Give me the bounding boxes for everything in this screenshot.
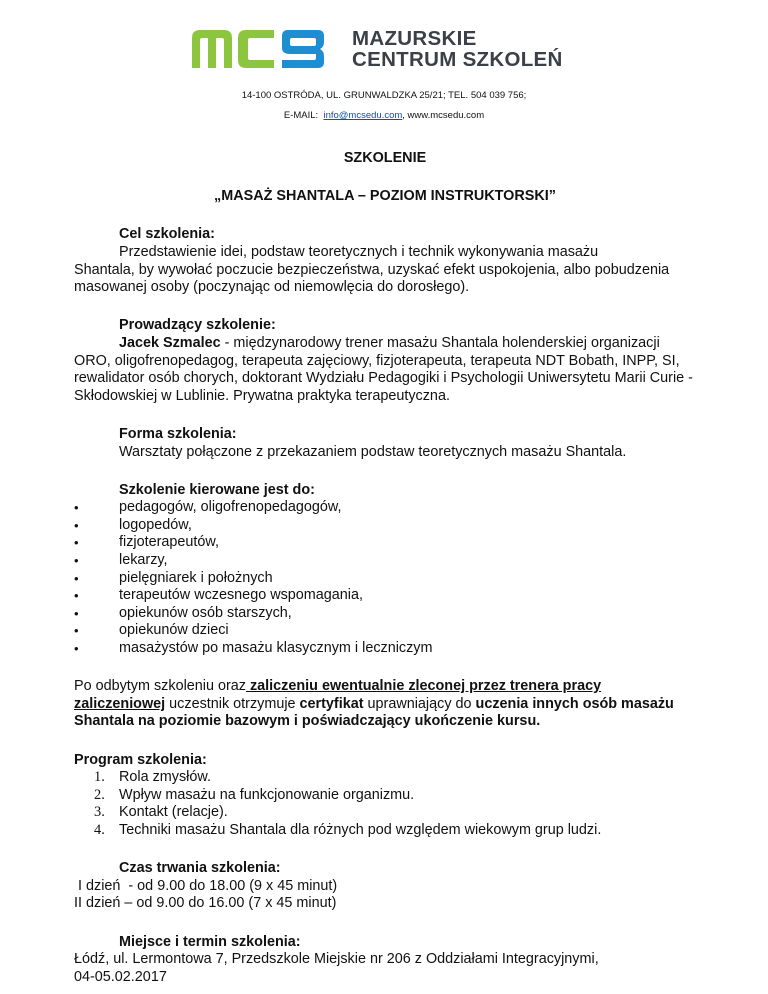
czas-heading: Czas trwania szkolenia: <box>119 860 281 877</box>
forma-text: Warsztaty połączone z przekazaniem podstaw teoretycznych masażu Shantala. <box>119 443 627 460</box>
list-item: • logopedów, <box>74 516 192 533</box>
doc-kind: SZKOLENIE <box>343 150 427 166</box>
miejsce-place: Łódź, ul. Lermontowa 7, Przedszkole Miejskie nr 206 z Oddziałami Integracyjnymi, <box>74 951 599 968</box>
letterhead <box>0 24 768 124</box>
brand-line-1: MAZURSKIE <box>352 27 477 50</box>
training-title: „MASAŻ SHANTALA – POZIOM INSTRUKTORSKI” <box>214 188 556 205</box>
list-item: • lekarzy, <box>74 552 168 569</box>
cel-text-rest: Shantala, by wywołać poczucie bezpieczeństwa, uzyskać efekt uspokojenia, albo pobudzenia masowanej osoby (poczynając od niemowlęcia do dorosłego). <box>74 261 670 296</box>
contact-line <box>0 110 768 121</box>
list-item: 1. Rola zmysłów. <box>94 769 211 786</box>
list-item: 4. Techniki masażu Shantala dla różnych pod względem wiekowym grup ludzi. <box>94 821 602 838</box>
list-item: • opiekunów dzieci <box>74 622 229 639</box>
bullet-icon: • <box>74 641 79 657</box>
czas-day-1: I dzień - od 9.00 do 18.00 (9 x 45 minut) <box>74 877 338 894</box>
list-item: • pedagogów, oligofrenopedagogów, <box>74 499 342 516</box>
czas-day-2: II dzień – od 9.00 do 16.00 (7 x 45 minut) <box>74 895 337 912</box>
miejsce-date: 04-05.02.2017 <box>74 968 167 985</box>
bullet-icon: • <box>74 623 79 639</box>
list-item: • terapeutów wczesnego wspomagania, <box>74 587 363 604</box>
list-item: • masażystów po masażu klasycznym i leczniczym <box>74 640 433 657</box>
trainer-bio: - międzynarodowy trener masażu Shantala holenderskiej organizacji ORO, oligofrenopedagog, terapeuta zajęciowy, fizjoterapeuta, terapeuta NDT Bobath, INPP, SI, rewalidator osób chorych, doktorant Wydziału Pedagogiki i Psychologii Uniwersytetu Marii Curie - Skłodowskiej w Lublinie. Prywatna praktyka terapeutyczna. <box>74 334 693 404</box>
email-label: E-MAIL: <box>283 110 319 121</box>
prowadzacy-text <box>74 335 696 405</box>
email-link[interactable]: info@mcsedu.com <box>323 110 403 121</box>
kierowane-heading: Szkolenie kierowane jest do: <box>119 481 315 498</box>
cel-text-first: Przedstawienie idei, podstaw teoretycznych i technik wykonywania masażu <box>119 243 599 260</box>
document-body <box>74 150 696 986</box>
certificate-paragraph: Po odbytym szkoleniu oraz zaliczeniu ewentualnie zleconej przez trenera pracy zaliczeniowej uczestnik otrzymuje certyfikat uprawniający do uczenia innych osób masażu Shantala na poziomie bazowym i poświadczający ukończenie kursu. <box>74 678 674 730</box>
list-item: 2. Wpływ masażu na funkcjonowanie organizmu. <box>94 786 415 803</box>
list-item: 3. Kontakt (relacje). <box>94 804 228 821</box>
mcs-logo <box>190 28 325 70</box>
prowadzacy-heading: Prowadzący szkolenie: <box>119 317 276 334</box>
bullet-icon: • <box>74 535 79 551</box>
cel-heading: Cel szkolenia: <box>119 226 215 243</box>
list-item: • pielęgniarek i położnych <box>74 569 273 586</box>
trainer-name: Jacek Szmalec <box>119 334 221 351</box>
brand-name <box>352 28 563 70</box>
miejsce-heading: Miejsce i termin szkolenia: <box>119 933 301 950</box>
bullet-icon: • <box>74 588 79 604</box>
bullet-icon: • <box>74 500 79 516</box>
list-item: • opiekunów osób starszych, <box>74 604 292 621</box>
bullet-icon: • <box>74 517 79 533</box>
address-line: 14-100 OSTRÓDA, UL. GRUNWALDZKA 25/21; TEL. 504 039 756; <box>241 90 527 101</box>
audience-list <box>74 499 696 657</box>
website-text: , www.mcsedu.com <box>402 110 485 121</box>
bullet-icon: • <box>74 570 79 586</box>
program-heading: Program szkolenia: <box>74 751 207 768</box>
program-list <box>74 769 696 839</box>
list-item: • fizjoterapeutów, <box>74 534 219 551</box>
brand-line-2: CENTRUM SZKOLEŃ <box>352 48 563 71</box>
bullet-icon: • <box>74 605 79 621</box>
bullet-icon: • <box>74 553 79 569</box>
forma-heading: Forma szkolenia: <box>119 425 237 442</box>
